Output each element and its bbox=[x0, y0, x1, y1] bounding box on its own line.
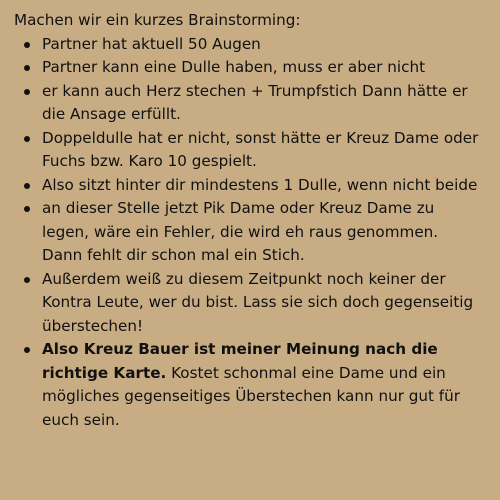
bullet-icon bbox=[24, 136, 30, 142]
list-item-text: er kann auch Herz stechen + Trumpfstich Dann hätte er die Ansage erfüllt. bbox=[42, 81, 468, 123]
brainstorming-list bbox=[14, 33, 486, 433]
list-item bbox=[42, 33, 482, 57]
list-item-text: Außerdem weiß zu diesem Zeitpunkt noch keiner der Kontra Leute, wer du bist. Lass sie sich doch gegenseitig überstechen! bbox=[42, 269, 474, 335]
list-item-text: Partner kann eine Dulle haben, muss er aber nicht bbox=[42, 58, 426, 76]
conclusion-bold-text: Also Kreuz Bauer ist meiner Meinung nach die richtige Karte. bbox=[42, 340, 438, 382]
list-item-text: an dieser Stelle jetzt Pik Dame oder Kreuz Dame zu legen, wäre ein Fehler, die wird eh raus genommen. Dann fehlt dir schon mal ein Stich. bbox=[42, 199, 439, 264]
bullet-icon bbox=[24, 277, 30, 283]
bullet-icon bbox=[24, 89, 30, 95]
list-item bbox=[42, 268, 482, 339]
list-item-text: Also sitzt hinter dir mindestens 1 Dulle, wenn nicht beide bbox=[42, 175, 478, 194]
list-item-text: Doppeldulle hat er nicht, sonst hätte er Kreuz Dame oder Fuchs bzw. Karo 10 gespielt. bbox=[42, 128, 479, 170]
intro-text: Machen wir ein kurzes Brainstorming: bbox=[14, 11, 301, 29]
bullet-icon bbox=[24, 65, 30, 71]
list-item bbox=[42, 56, 482, 80]
list-item bbox=[42, 174, 482, 198]
conclusion-text: Kostet schonmal eine Dame und ein mögliches gegenseitiges Überstechen kann nur gut für euch sein. bbox=[42, 363, 461, 429]
list-item bbox=[42, 127, 482, 174]
bullet-icon bbox=[24, 183, 30, 189]
bullet-icon bbox=[24, 42, 30, 48]
bullet-icon bbox=[24, 206, 30, 212]
list-item bbox=[42, 80, 482, 127]
bullet-icon bbox=[24, 347, 30, 353]
conclusion-item bbox=[42, 338, 482, 432]
list-item-text: Partner hat aktuell 50 Augen bbox=[42, 34, 261, 53]
list-item bbox=[42, 197, 482, 268]
